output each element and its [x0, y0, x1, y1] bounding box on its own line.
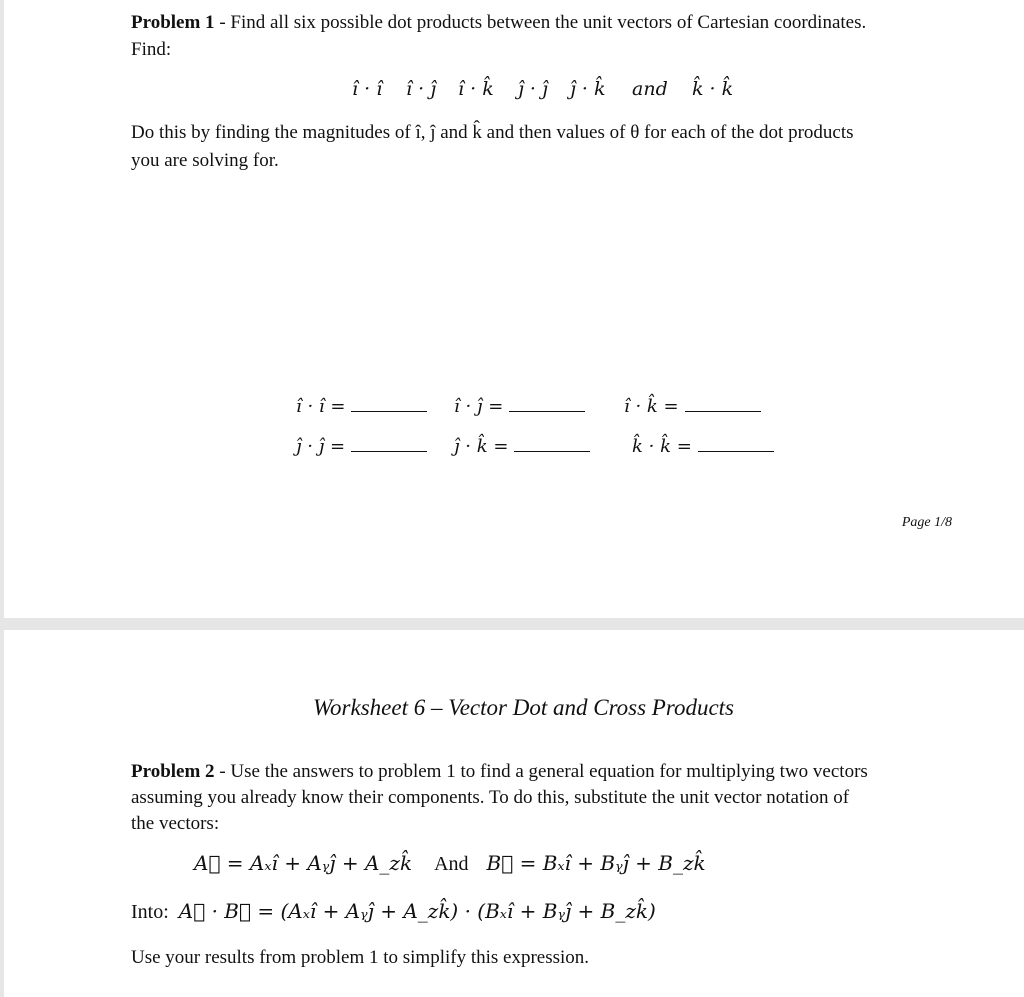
answer-kk: [632, 436, 774, 457]
worksheet-title: Worksheet 6 – Vector Dot and Cross Products: [313, 695, 735, 720]
vector-a-equation: A⃗ = Aₓî + Aᵧĵ + A_zk̂: [194, 851, 413, 875]
answer-ik-blank[interactable]: [685, 397, 761, 412]
answer-jk: [454, 436, 590, 457]
dot-product-ii: î · î: [352, 78, 383, 100]
answer-jj: [296, 436, 427, 457]
into-label: Into:: [131, 901, 169, 923]
simplify-instruction: Use your results from problem 1 to simplify this expression.: [131, 947, 590, 968]
page-number: Page 1/8: [901, 515, 952, 530]
problem-2-label: Problem 2: [131, 761, 215, 782]
vector-definitions: [194, 851, 706, 876]
answer-jk-expr: ĵ · k̂ =: [454, 436, 509, 457]
dot-product-ik: î · k̂: [458, 78, 494, 100]
answer-ii-expr: î · î =: [296, 396, 346, 417]
problem-1-label: Problem 1: [131, 12, 215, 33]
document-page-2: [4, 630, 1024, 997]
answer-ii: [296, 396, 427, 417]
and-word: And: [434, 853, 469, 875]
find-label: Find:: [131, 39, 172, 60]
problem-2-statement: [131, 759, 868, 785]
answer-kk-expr: k̂ · k̂ =: [632, 436, 692, 457]
dot-product-expansion: A⃗ · B⃗ = (Aₓî + Aᵧĵ + A_zk̂) · (Bₓî + Bᵧĵ + B_zk̂): [178, 899, 656, 923]
problem-1-description-line-2: you are solving for.: [131, 150, 279, 171]
dot-product-jk: ĵ · k̂: [570, 78, 606, 100]
answer-ik-expr: î · k̂ =: [624, 396, 679, 417]
dot-product-jj: ĵ · ĵ: [518, 78, 548, 100]
answer-jj-expr: ĵ · ĵ =: [296, 436, 346, 457]
problem-1-description-line-1: Do this by finding the magnitudes of î, ĵ and k̂ and then values of θ for each of the dot products: [131, 122, 854, 143]
problem-1-statement: [131, 10, 866, 36]
substitution-expression: [131, 899, 656, 924]
problem-2-line-1: - Use the answers to problem 1 to find a general equation for multiplying two vectors: [214, 761, 868, 782]
answer-ik: [624, 396, 761, 417]
problem-2-line-2: assuming you already know their components. To do this, substitute the unit vector notation of: [131, 787, 850, 808]
answer-jk-blank[interactable]: [514, 437, 590, 452]
answer-kk-blank[interactable]: [698, 437, 774, 452]
answer-ij: [454, 396, 585, 417]
document-page-1: [4, 0, 1024, 618]
problem-2-line-3: the vectors:: [131, 813, 220, 834]
answer-jj-blank[interactable]: [351, 437, 427, 452]
dot-product-ij: î · ĵ: [406, 78, 437, 100]
and-word: and: [632, 78, 668, 100]
problem-1-intro: - Find all six possible dot products between the unit vectors of Cartesian coordinates.: [214, 12, 867, 33]
vector-b-equation: B⃗ = Bₓî + Bᵧĵ + B_zk̂: [486, 851, 706, 875]
answer-ii-blank[interactable]: [351, 397, 427, 412]
dot-product-kk: k̂ · k̂: [692, 78, 734, 100]
answer-ij-expr: î · ĵ =: [454, 396, 504, 417]
answer-ij-blank[interactable]: [509, 397, 585, 412]
